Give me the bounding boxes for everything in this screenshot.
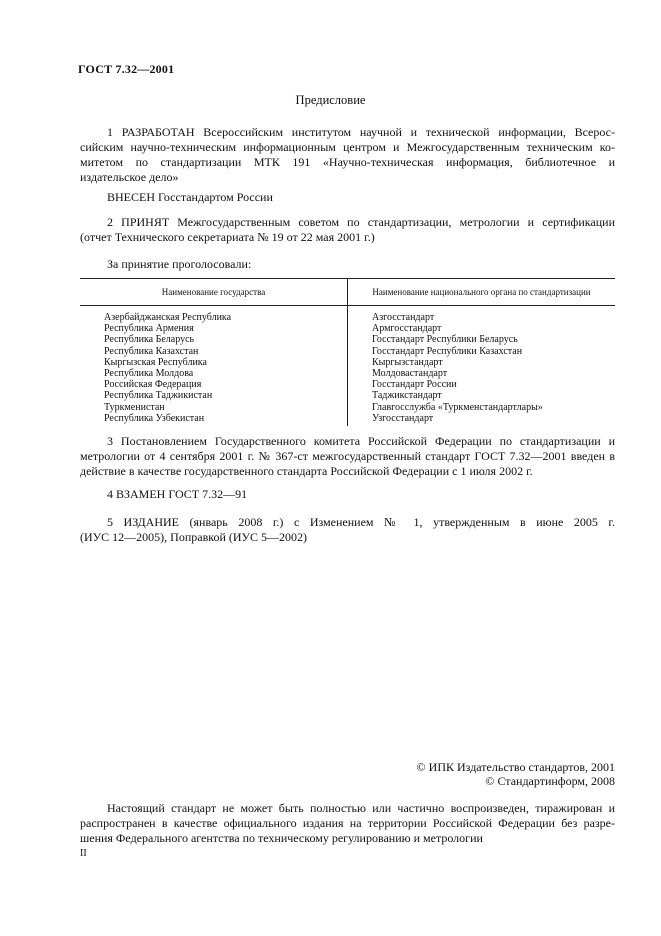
table-cell-body: Азгосстандарт [372, 312, 435, 323]
paragraph-5-line: 5 ИЗДАНИЕ (январь 2008 г.) с Изменением № 1, утвержденным в июне 2005 г. [107, 515, 615, 529]
table-cell-state: Российская Федерация [104, 379, 202, 391]
paragraph-voted: За принятие проголосовали: [107, 257, 252, 271]
table-cell-state: Республика Армения [104, 323, 194, 335]
table-cell-body: Госстандарт России [372, 379, 457, 391]
notice-line: шения Федерального агентства по техническому регулированию и метрологии [80, 831, 483, 845]
notice-line: Настоящий стандарт не может быть полностью или частично воспроизведен, тиражирован и [107, 801, 615, 815]
states-column [80, 306, 348, 426]
paragraph-1-line: издательское дело» [80, 170, 179, 184]
page-number: II [80, 848, 87, 859]
copyright-line: © ИПК Издательство стандартов, 2001 [416, 760, 615, 774]
paragraph-4: 4 ВЗАМЕН ГОСТ 7.32—91 [107, 487, 248, 501]
paragraph-3-line: метрологии от 4 сентября 2001 г. № 367-ст межгосударственный стандарт ГОСТ 7.32—2001 введен в [80, 449, 615, 463]
table-cell-body: Кыргызстандарт [372, 356, 443, 368]
paragraph-5 [80, 515, 615, 545]
table-cell-state: Республика Казахстан [104, 345, 199, 357]
table-cell-state: Азербайджанская Республика [104, 312, 232, 323]
paragraph-1-line: сийским научно-техническим информационным центром и Межгосударственным техническим ко- [80, 140, 615, 154]
paragraph-vnesen: ВНЕСЕН Госстандартом России [107, 190, 273, 204]
paragraph-1-line: 1 РАЗРАБОТАН Всероссийским институтом научной и технической информации, Всерос- [107, 125, 615, 139]
paragraph-3-line: 3 Постановлением Государственного комитета Российской Федерации по стандартизации и [107, 434, 615, 448]
paragraph-3 [80, 434, 615, 479]
table-cell-state: Республика Молдова [104, 367, 194, 379]
table-header-state: Наименование государства [80, 279, 348, 306]
paragraph-2 [80, 215, 615, 245]
paragraph-2-line: (отчет Технического секретариата № 19 от 22 мая 2001 г.) [80, 230, 375, 244]
table-cell-body: Главгосслужба «Туркменстандартлары» [372, 401, 543, 413]
table-cell-body: Госстандарт Республики Казахстан [372, 345, 523, 357]
bodies-column [348, 306, 616, 426]
copyright-line: © Стандартинформ, 2008 [485, 774, 615, 788]
notice-line: распространен в качестве официального издания на территории Российской Федерации без разре- [80, 816, 615, 830]
copyright-block [417, 760, 615, 788]
table-cell-body: Таджикстандарт [372, 390, 442, 402]
table-cell-body: Госстандарт Республики Беларусь [372, 334, 518, 346]
reproduction-notice [80, 801, 615, 846]
paragraph-2-line: 2 ПРИНЯТ Межгосударственным советом по стандартизации, метрологии и сертификации [107, 215, 615, 229]
table-cell-body: Узгосстандарт [372, 412, 434, 424]
paragraph-5-line: (ИУС 12—2005), Поправкой (ИУС 5—2002) [80, 530, 308, 544]
paragraph-1-line: митетом по стандартизации МТК 191 «Научно-техническая информация, библиотечное и [80, 155, 615, 169]
table-cell-body: Армгосстандарт [372, 323, 442, 335]
table-cell-state: Республика Беларусь [104, 334, 195, 346]
table-cell-body: Молдовастандарт [372, 367, 448, 379]
document-header: ГОСТ 7.32—2001 [78, 62, 175, 76]
paragraph-3-line: действие в качестве государственного стандарта Российской Федерации с 1 июля 2002 г. [80, 464, 533, 478]
table-cell-state: Республика Узбекистан [104, 412, 205, 424]
table-cell-state: Республика Таджикистан [104, 390, 213, 402]
table-header-body: Наименование национального органа по стандартизации [348, 279, 616, 306]
paragraph-1 [80, 125, 615, 185]
voting-table [80, 278, 615, 426]
table-cell-state: Кыргызская Республика [104, 356, 207, 368]
section-title: Предисловие [295, 93, 366, 107]
table-cell-state: Туркменистан [104, 401, 165, 413]
